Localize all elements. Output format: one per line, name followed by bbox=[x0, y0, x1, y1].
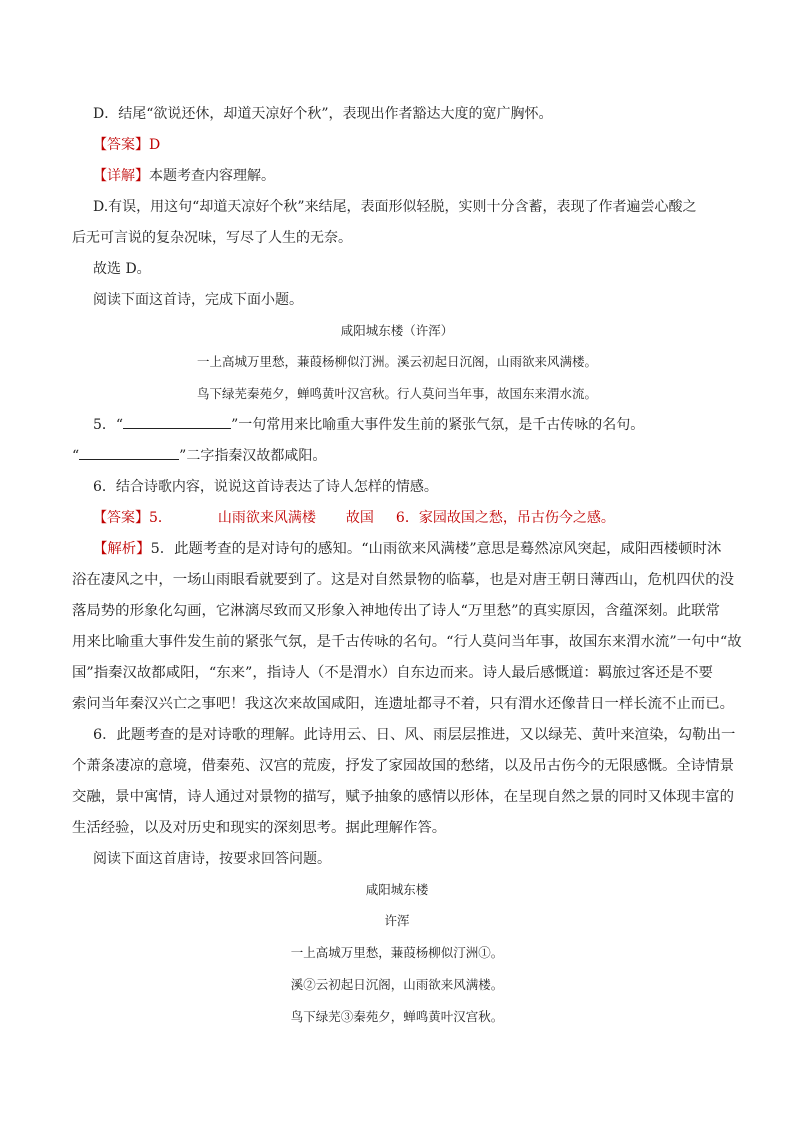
choose-line: 故选 D。 bbox=[93, 261, 151, 277]
analysis6-line-1: 6．此题考查的是对诗歌的理解。此诗用云、日、风、雨层层推进，又以绿芜、黄叶来渲染，勾勒出一 bbox=[93, 727, 736, 743]
answer-blank[interactable] bbox=[79, 447, 179, 460]
analysis-line-6: 索问当年秦汉兴亡之事吧！我这次来故国咸阳，连遗址都寻不着，只有渭水还像昔日一样长流不止而已。 bbox=[72, 696, 734, 712]
poem2-line-2: 溪②云初起日沉阁，山雨欲来风满楼。 bbox=[290, 977, 504, 992]
poem1-line-2: 鸟下绿芜秦苑夕，蝉鸣黄叶汉宫秋。行人莫问当年事，故国东来渭水流。 bbox=[196, 386, 597, 401]
poem1-title: 咸阳城东楼（许浑） bbox=[340, 323, 454, 338]
analysis-line-4: 用来比喻重大事件发生前的紧张气氛，是千古传咏的名句。“行人莫问当年事，故国东来渭水流”一句中“故 bbox=[72, 634, 742, 650]
analysis-line-1: 【解析】5．此题考查的是对诗句的感知。“山雨欲来风满楼”意思是蓦然凉风突起，咸阳西楼顿时沐 bbox=[93, 541, 722, 557]
analysis6-line-4: 生活经验，以及对历史和现实的深刻思考。据此理解作答。 bbox=[72, 820, 447, 836]
question-6: 6．结合诗歌内容，说说这首诗表达了诗人怎样的情感。 bbox=[93, 479, 438, 495]
poem2-line-1: 一上高城万里愁，蒹葭杨柳似汀洲①。 bbox=[290, 945, 504, 960]
question-5-part-2: “ ”二字指秦汉故都咸阳。 bbox=[72, 448, 327, 464]
poem2-title: 咸阳城东楼 bbox=[365, 882, 429, 897]
detail-label: 【详解】 bbox=[93, 168, 149, 184]
reading-prompt-2: 阅读下面这首唐诗，按要求回答问题。 bbox=[93, 851, 331, 867]
detail-text: 本题考查内容理解。 bbox=[149, 168, 275, 184]
poem2-author: 许浑 bbox=[384, 913, 410, 928]
reading-prompt-1: 阅读下面这首诗，完成下面小题。 bbox=[93, 292, 303, 308]
analysis6-line-2: 个萧条凄凉的意境，借秦苑、汉宫的荒废，抒发了家园故国的愁绪，以及吊古伤今的无限感慨。全诗情景 bbox=[72, 758, 734, 774]
poem1-line-1: 一上高城万里愁，蒹葭杨柳似汀洲。溪云初起日沉阁，山雨欲来风满楼。 bbox=[196, 354, 597, 369]
analysis-line-2: 浴在凄风之中，一场山雨眼看就要到了。这是对自然景物的临摹，也是对唐王朝日薄西山，危机四伏的没 bbox=[72, 572, 734, 588]
option-d: D．结尾“欲说还休，却道天凉好个秋”，表现出作者豁达大度的宽广胸怀。 bbox=[93, 106, 553, 122]
question-5: 5．“ ”一句常用来比喻重大事件发生前的紧张气氛，是千古传咏的名句。 bbox=[93, 417, 645, 433]
analysis-line-5: 国”指秦汉故都咸阳，“东来”，指诗人（不是渭水）自东边而来。诗人最后感慨道：羁旅过客还是不要 bbox=[72, 665, 713, 681]
detail-line-1: D.有误，用这句“却道天凉好个秋”来结尾，表面形似轻脱，实则十分含蓄，表现了作者遍尝心酸之 bbox=[93, 199, 697, 215]
answer-blank[interactable] bbox=[123, 416, 231, 429]
detail-line-2: 后无可言说的复杂况味，写尽了人生的无奈。 bbox=[72, 230, 352, 246]
answer-1 bbox=[93, 136, 160, 154]
answer-label: 【答案】 bbox=[93, 137, 149, 153]
answer-2: 【答案】5． 山雨欲来风满楼 故国 6．家园故国之愁，吊古伤今之感。 bbox=[93, 510, 615, 526]
analysis-line-3: 落局势的形象化勾画，它淋漓尽致而又形象入神地传出了诗人“万里愁”的真实原因，含蕴深刻。此联常 bbox=[72, 603, 720, 619]
detail bbox=[93, 167, 275, 185]
analysis6-line-3: 交融，景中寓情，诗人通过对景物的描写，赋予抽象的感情以形体，在呈现自然之景的同时又体现丰富的 bbox=[72, 789, 734, 805]
poem2-line-3: 鸟下绿芜③秦苑夕，蝉鸣黄叶汉宫秋。 bbox=[290, 1009, 504, 1024]
answer-value: D bbox=[149, 137, 161, 153]
